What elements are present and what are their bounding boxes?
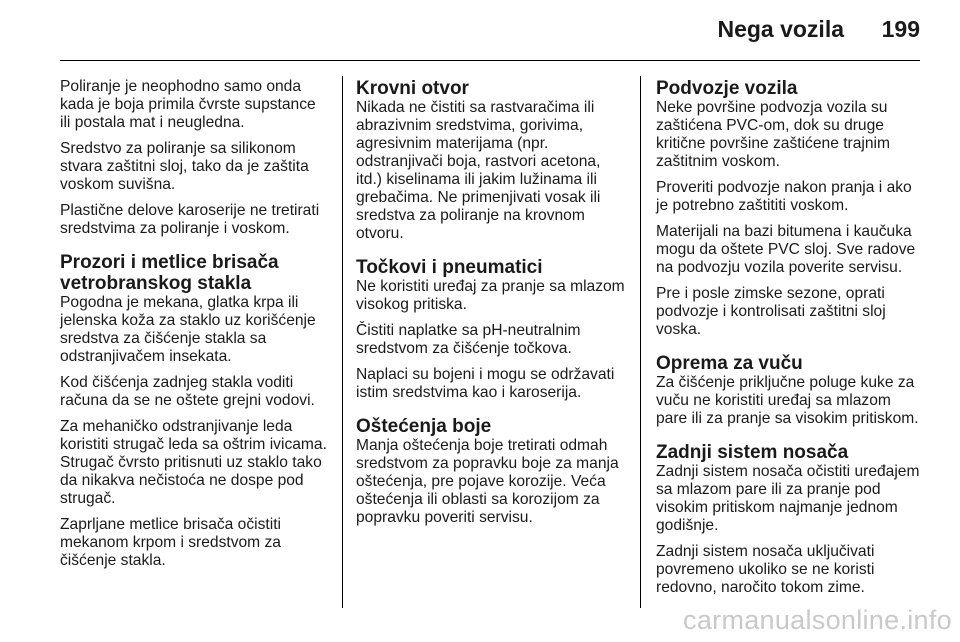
paragraph: Nikada ne čistiti sa rastvaračima ili abrazivnim sredstvima, gorivima, agresivnim materijama (npr. odstranjivači boja, rastvori acetona, itd.) kiselinama ili jakim lužinama ili grebačima. Ne primenjivati vosak ili sredstva za poliranje na krovnom otvoru. (356, 99, 601, 242)
paragraph: Čistiti naplatke sa pH-neutralnim sredstvom za čišćenje točkova. (356, 322, 581, 357)
section-heading-carrier: Zadnji sistem nosača (656, 442, 849, 463)
paragraph: Za čišćenje priključne poluge kuke za vuču ne koristiti uređaj sa mlazom pare ili za pranje sa visokim pritiskom. (656, 374, 919, 427)
section-title: Nega vozila (717, 16, 844, 42)
paragraph: Poliranje je neophodno samo onda kada je boja primila čvrste supstance ili postala mat i neugledna. (60, 78, 316, 131)
section-heading-roof: Krovni otvor (356, 78, 469, 99)
page-number: 199 (881, 16, 920, 42)
paragraph: Plastične delove karoserije ne tretirati sredstvima za poliranje i voskom. (60, 202, 320, 237)
watermark: carmanualsonline.info (683, 605, 952, 635)
section-heading-wheels: Točkovi i pneumatici (356, 257, 543, 278)
section-heading-windows: Prozori i metlice brisača vetrobranskog stakla (60, 252, 279, 294)
section-heading-paint: Oštećenja boje (356, 416, 492, 437)
paragraph: Proveriti podvozje nakon pranja i ako je potrebno zaštititi voskom. (656, 179, 912, 214)
paragraph: Zadnji sistem nosača uključivati povremeno ukoliko se ne koristi redovno, naročito tokom zime. (656, 543, 875, 596)
paragraph: Zaprljane metlice brisača očistiti mekanom krpom i sredstvom za čišćenje stakla. (60, 516, 281, 569)
paragraph: Pogodna je mekana, glatka krpa ili jelenska koža za staklo uz korišćenje sredstva za čišćenje stakla sa odstranjivačem insekata. (60, 294, 316, 365)
paragraph: Manja oštećenja boje tretirati odmah sredstvom za popravku boje za manja oštećenja, pre pojave korozije. Veća oštećenja ili oblasti sa korozijom za popravku poveriti servisu. (356, 437, 619, 526)
column-divider (342, 76, 343, 608)
page-header (0, 0, 960, 62)
paragraph: Naplaci su bojeni i mogu se održavati istim sredstvima kao i karoserija. (356, 366, 615, 401)
paragraph: Za mehaničko odstranjivanje leda koristiti strugač leda sa oštrim ivicama. Strugač čvrsto pritisnuti uz staklo tako da nikakva nečistoća ne dospe pod strugač. (60, 418, 327, 507)
section-heading-underbody: Podvozje vozila (656, 78, 798, 99)
paragraph: Neke površine podvozja vozila su zaštićena PVC-om, dok su druge kritične površine zaštićene trajnim zaštitnim voskom. (656, 99, 890, 170)
column-2 (356, 78, 628, 535)
paragraph: Zadnji sistem nosača očistiti uređajem sa mlazom pare ili za pranje pod visokim pritiskom najmanje jednom godišnje. (656, 463, 920, 534)
paragraph: Materijali na bazi bitumena i kaučuka mogu da oštete PVC sloj. Sve radove na podvozju vozila poverite servisu. (656, 223, 916, 276)
column-3 (656, 78, 926, 605)
paragraph: Kod čišćenja zadnjeg stakla voditi računa da se ne oštete grejni vodovi. (60, 374, 315, 409)
column-divider (640, 76, 641, 608)
header-rule (60, 60, 920, 61)
column-1 (60, 78, 328, 578)
paragraph: Ne koristiti uređaj za pranje sa mlazom visokog pritiska. (356, 278, 625, 313)
paragraph: Sredstvo za poliranje sa silikonom stvara zaštitni sloj, tako da je zaštita voskom suvišna. (60, 140, 309, 193)
paragraph: Pre i posle zimske sezone, oprati podvozje i kontrolisati zaštitni sloj voska. (656, 285, 886, 338)
section-heading-towing: Oprema za vuču (656, 353, 803, 374)
